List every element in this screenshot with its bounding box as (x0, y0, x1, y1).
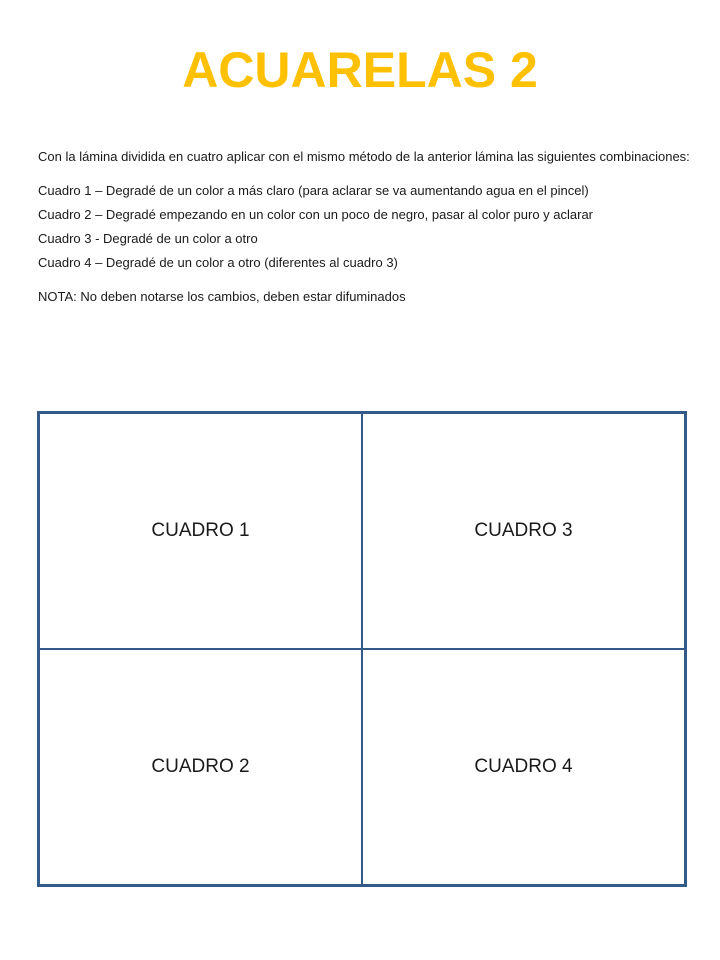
cell-cuadro-1 (40, 414, 362, 649)
cell-cuadro-2 (40, 649, 362, 884)
instruction-cuadro-1: Cuadro 1 – Degradé de un color a más claro (para aclarar se va aumentando agua en el pincel) (38, 183, 589, 198)
page-title: ACUARELAS 2 (182, 42, 538, 98)
cell-cuadro-4 (362, 649, 684, 884)
cuadros-grid (37, 411, 687, 887)
instruction-cuadro-3: Cuadro 3 - Degradé de un color a otro (38, 231, 258, 246)
cell-label-cuadro-4: CUADRO 4 (474, 756, 573, 777)
cell-label-cuadro-1: CUADRO 1 (151, 520, 250, 541)
instruction-cuadro-4: Cuadro 4 – Degradé de un color a otro (diferentes al cuadro 3) (38, 255, 398, 270)
intro-paragraph: Con la lámina dividida en cuatro aplicar con el mismo método de la anterior lámina las siguientes combinaciones: (38, 149, 690, 164)
note-text: NOTA: No deben notarse los cambios, deben estar difuminados (38, 289, 406, 304)
cell-label-cuadro-3: CUADRO 3 (474, 520, 573, 541)
instruction-cuadro-2: Cuadro 2 – Degradé empezando en un color con un poco de negro, pasar al color puro y aclarar (38, 207, 594, 222)
cell-cuadro-3 (362, 414, 684, 649)
instructions-block (38, 148, 704, 306)
cell-label-cuadro-2: CUADRO 2 (151, 756, 250, 777)
